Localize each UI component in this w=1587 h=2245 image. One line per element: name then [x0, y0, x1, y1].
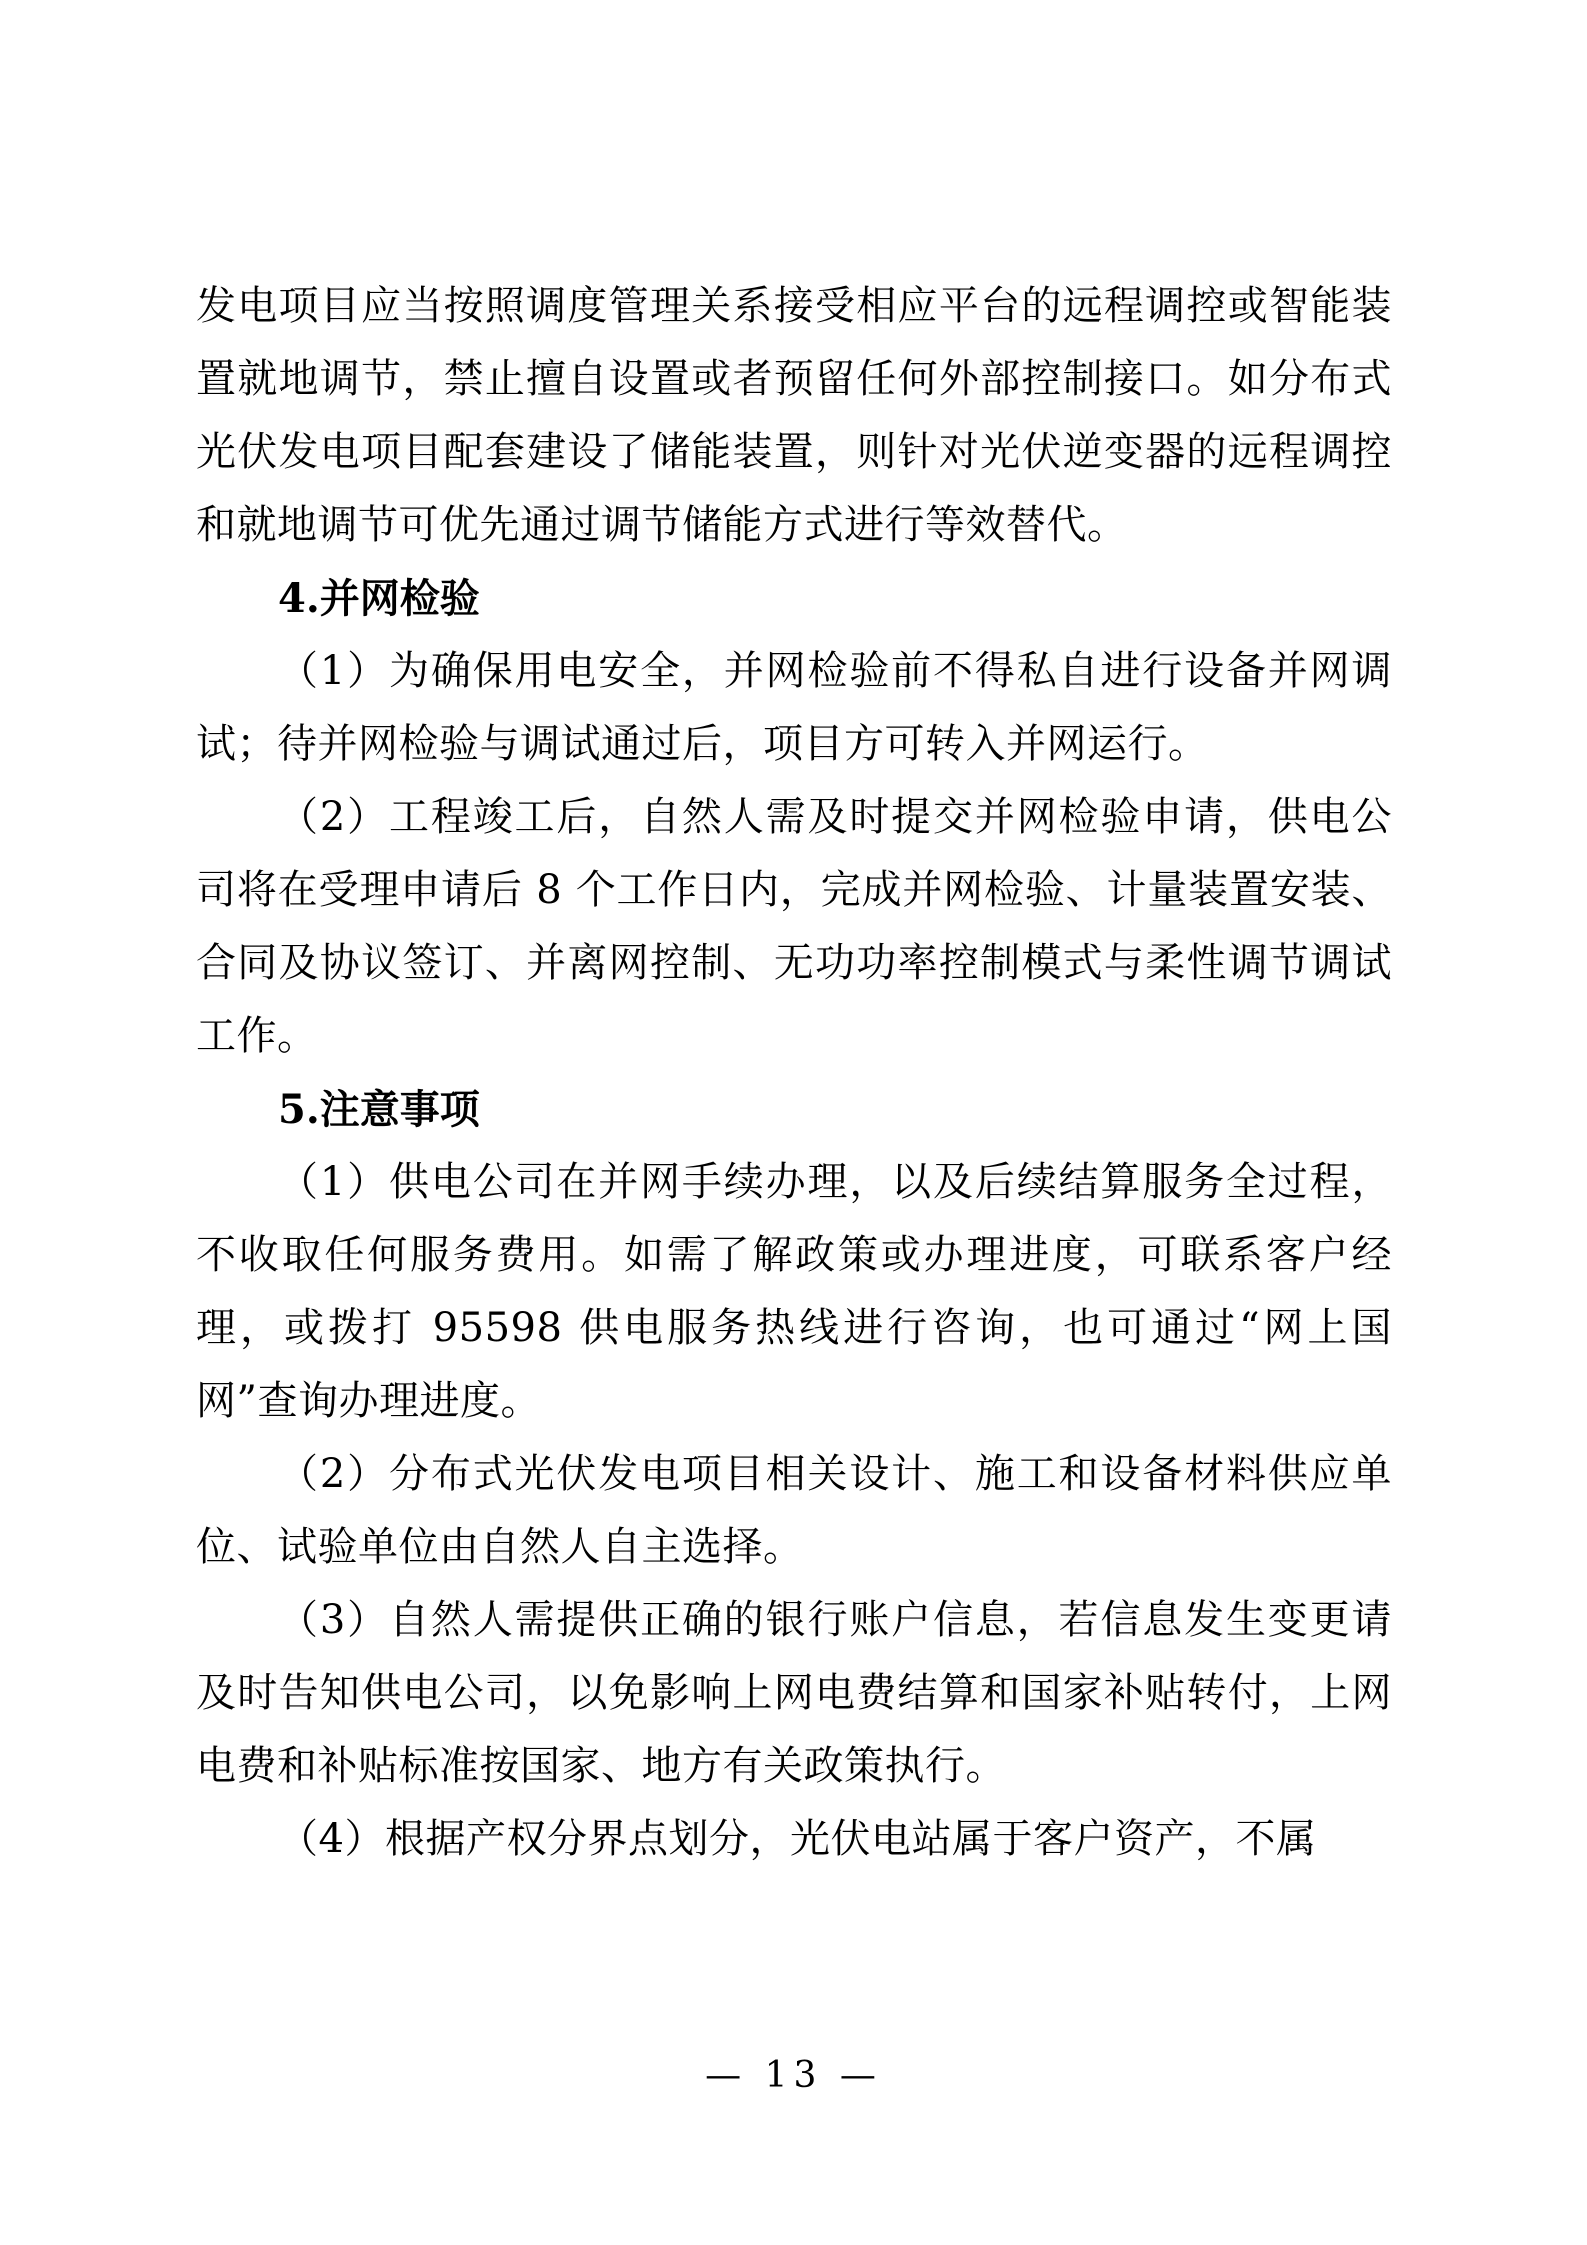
paragraph-5-4: （4）根据产权分界点划分，光伏电站属于客户资产，不属 — [278, 1816, 1317, 1862]
page-number: — 13 — — [705, 2055, 882, 2096]
paragraph-4-1: （1）为确保用电安全，并网检验前不得私自进行设备并网调试；待并网检验与调试通过后，项目方可转入并网运行。 — [196, 648, 1392, 767]
section-heading-4: 4.并网检验 — [278, 575, 480, 622]
page-body — [196, 270, 1392, 1876]
paragraph-5-2: （2）分布式光伏发电项目相关设计、施工和设备材料供应单位、试验单位由自然人自主选择。 — [196, 1451, 1392, 1570]
paragraph-5-3: （3）自然人需提供正确的银行账户信息，若信息发生变更请及时告知供电公司，以免影响上网电费结算和国家补贴转付，上网电费和补贴标准按国家、地方有关政策执行。 — [196, 1597, 1392, 1789]
paragraph-4-2: （2）工程竣工后，自然人需及时提交并网检验申请，供电公司将在受理申请后 8 个工作日内，完成并网检验、计量装置安装、合同及协议签订、并离网控制、无功功率控制模式与柔性调节调试工作。 — [196, 794, 1392, 1059]
paragraph-5-1: （1）供电公司在并网手续办理，以及后续结算服务全过程，不收取任何服务费用。如需了解政策或办理进度，可联系客户经理，或拨打 95598 供电服务热线进行咨询，也可通过“网上国网”查询办理进度。 — [196, 1159, 1392, 1424]
paragraph-continuation: 发电项目应当按照调度管理关系接受相应平台的远程调控或智能装置就地调节，禁止擅自设置或者预留任何外部控制接口。如分布式光伏发电项目配套建设了储能装置，则针对光伏逆变器的远程调控和就地调节可优先通过调节储能方式进行等效替代。 — [196, 283, 1392, 548]
section-heading-5: 5.注意事项 — [278, 1086, 480, 1133]
